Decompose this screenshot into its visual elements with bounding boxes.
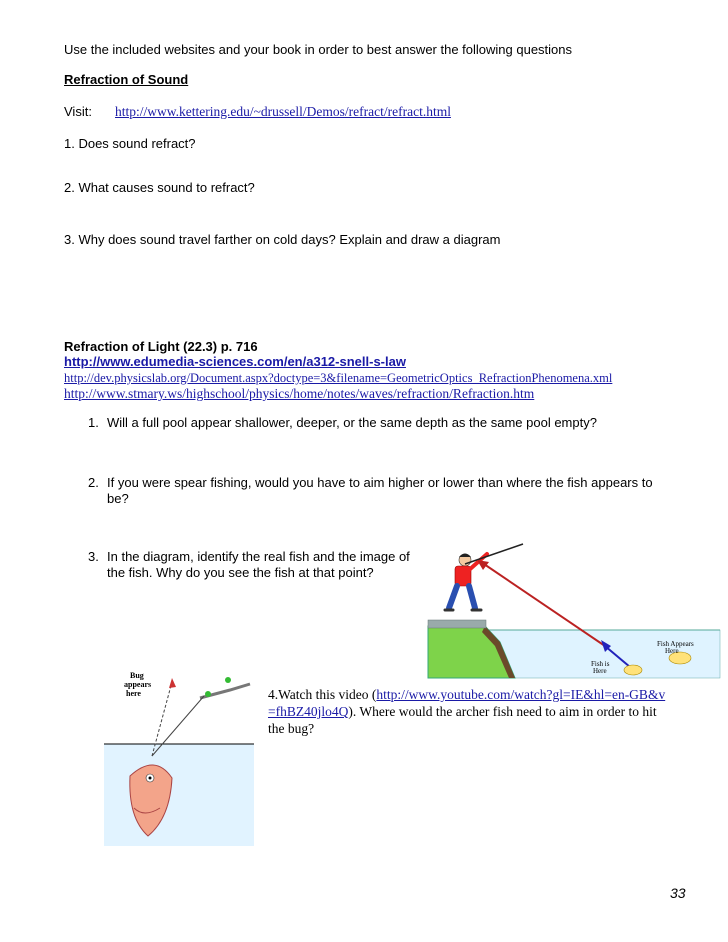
leaf: [205, 691, 211, 697]
archer-fish-diagram: [100, 668, 260, 848]
sound-q1: 1. Does sound refract?: [64, 136, 196, 151]
label-fish-appears: Fish Appears Here: [657, 640, 694, 655]
light-q4-video-link[interactable]: http://www.youtube.com/watch?gl=IE&hl=en-GB&v=fhBZ40jlo4Q: [268, 687, 666, 719]
sound-visit-label: Visit:: [64, 104, 92, 119]
label-bug: Bug appears here: [124, 671, 152, 698]
fisherman: [445, 544, 523, 610]
rock-ledge: [428, 620, 486, 628]
light-q4: [268, 686, 668, 737]
light-link-stmary[interactable]: http://www.stmary.ws/highschool/physics/home/notes/waves/refraction/Refraction.htm: [64, 386, 535, 401]
water: [104, 744, 254, 846]
light-q4-prefix: 4.Watch this video (: [268, 687, 377, 702]
sound-heading: Refraction of Sound: [64, 72, 189, 87]
bug-arrowhead: [169, 678, 176, 688]
light-link-physicslab[interactable]: http://dev.physicslab.org/Document.aspx?doctype=3&filename=GeometricOptics_RefractionPhenomena.xml: [64, 371, 613, 385]
light-q3-number: 3.: [88, 549, 99, 564]
page-number: 33: [670, 885, 686, 901]
fish-image: [624, 665, 642, 675]
light-q1-number: 1.: [88, 415, 99, 430]
spear-fishing-diagram: [425, 542, 725, 682]
light-q1: Will a full pool appear shallower, deeper, or the same depth as the same pool empty?: [107, 415, 597, 430]
light-link-edumedia[interactable]: http://www.edumedia-sciences.com/en/a312-snell-s-law: [64, 354, 406, 369]
sound-visit-link[interactable]: http://www.kettering.edu/~drussell/Demos/refract/refract.html: [115, 104, 451, 119]
light-q2-number: 2.: [88, 475, 99, 490]
light-q2: If you were spear fishing, would you have to aim higher or lower than where the fish appears to be?: [107, 475, 653, 506]
sound-q2: 2. What causes sound to refract?: [64, 180, 255, 195]
intro-text: Use the included websites and your book in order to best answer the following questions: [64, 42, 573, 57]
light-q4-suffix: ). Where would the archer fish need to aim in order to hit the bug?: [268, 704, 657, 736]
sound-q3: 3. Why does sound travel farther on cold days? Explain and draw a diagram: [64, 232, 501, 247]
label-fish-is: Fish is Here: [591, 660, 610, 675]
light-heading: Refraction of Light (22.3) p. 716: [64, 339, 258, 354]
light-q3: In the diagram, identify the real fish and the image of the fish. Why do you see the fish at that point?: [107, 549, 410, 580]
leaf: [225, 677, 231, 683]
